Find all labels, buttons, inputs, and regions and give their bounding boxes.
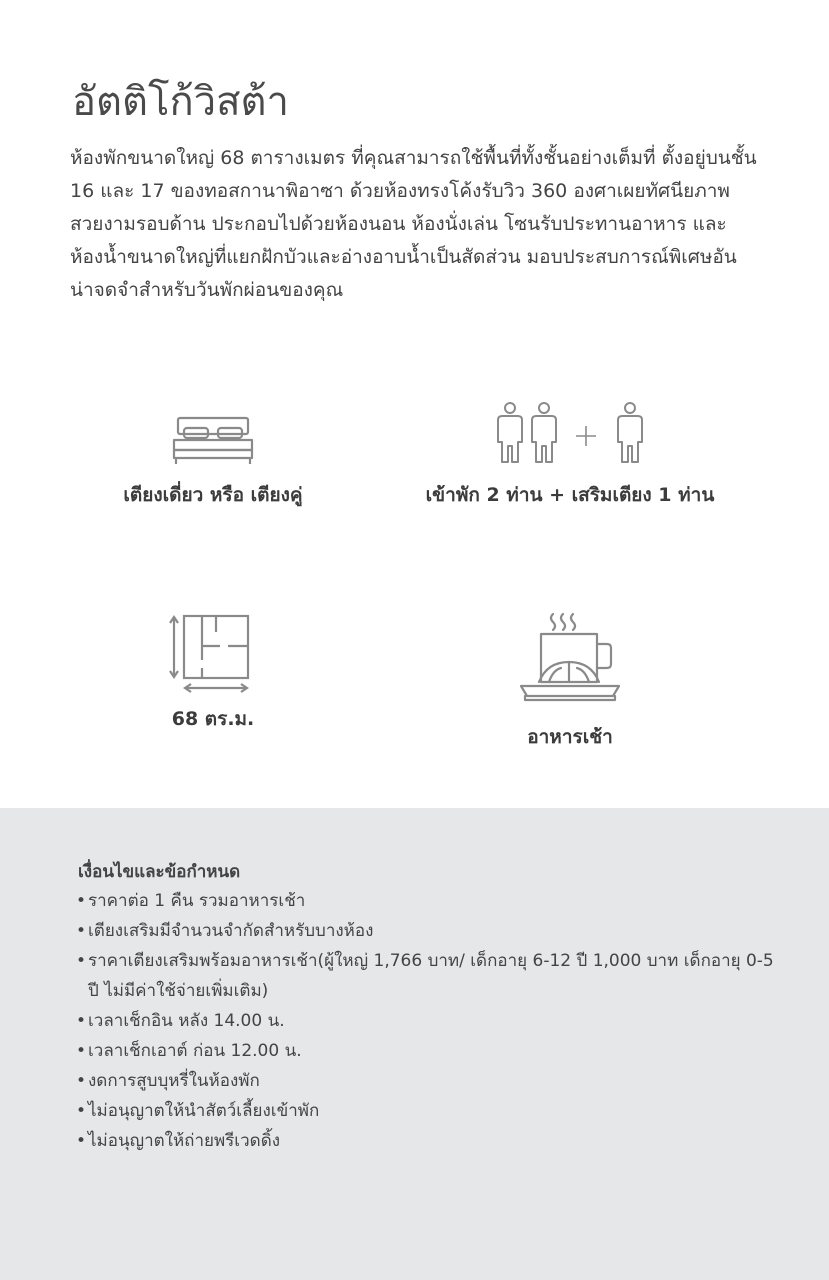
terms-item: • ไม่อนุญาตให้นำสัตว์เลี้ยงเข้าพัก — [76, 1096, 776, 1126]
guests-icon — [490, 400, 650, 470]
feature-breakfast — [400, 612, 740, 752]
room-description: ห้องพักขนาดใหญ่ 68 ตารางเมตร ที่คุณสามารถใช้พื้นที่ทั้งชั้นอย่างเต็มที่ ตั้งอยู่บนชั้น 16 และ 17 ของทอสกานาพิอาซา ด้วยห้องทรงโค้งรับวิว 360 องศาเผยทัศนียภาพสวยงามรอบด้าน ประกอบไปด้วยห้องนอน ห้องนั่งเล่น โซนรับประทานอาหาร และห้องน้ำขนาดใหญ่ที่แยกฝักบัวและอ่างอาบน้ำเป็นสัดส่วน มอบประสบการณ์พิเศษอันน่าจดจำสำหรับวันพักผ่อนของคุณ — [70, 147, 757, 301]
bed-icon — [168, 400, 258, 470]
feature-bed — [43, 400, 383, 510]
feature-area — [43, 612, 383, 734]
terms-item: • เวลาเช็กอิน หลัง 14.00 น. — [76, 1006, 776, 1036]
terms-item: • ราคาต่อ 1 คืน รวมอาหารเช้า — [76, 886, 776, 916]
feature-guests — [400, 400, 740, 510]
breakfast-icon — [515, 612, 625, 712]
terms-item: • เวลาเช็กเอาต์ ก่อน 12.00 น. — [76, 1036, 776, 1066]
terms-item: • ไม่อนุญาตให้ถ่ายพรีเวดดิ้ง — [76, 1126, 776, 1156]
terms-title: เงื่อนไขและข้อกำหนด — [78, 862, 241, 882]
feature-breakfast-label: อาหารเช้า — [527, 726, 613, 748]
terms-item: • งดการสูบบุหรี่ในห้องพัก — [76, 1066, 776, 1096]
terms-item: • เตียงเสริมมีจำนวนจำกัดสำหรับบางห้อง — [76, 916, 776, 946]
terms-section — [0, 808, 829, 1280]
feature-bed-label: เตียงเดี่ยว หรือ เตียงคู่ — [123, 484, 303, 506]
feature-area-label: 68 ตร.ม. — [171, 708, 255, 730]
room-title: อัตติโก้วิสต้า — [72, 79, 289, 125]
floor-plan-icon — [168, 612, 258, 694]
feature-guests-label: เข้าพัก 2 ท่าน + เสริมเตียง 1 ท่าน — [425, 484, 715, 506]
terms-list — [76, 886, 776, 1156]
terms-item: • ราคาเตียงเสริมพร้อมอาหารเช้า(ผู้ใหญ่ 1,766 บาท/ เด็กอายุ 6-12 ปี 1,000 บาท เด็กอายุ 0-5 ปี ไม่มีค่าใช้จ่ายเพิ่มเติม) — [76, 946, 776, 1006]
